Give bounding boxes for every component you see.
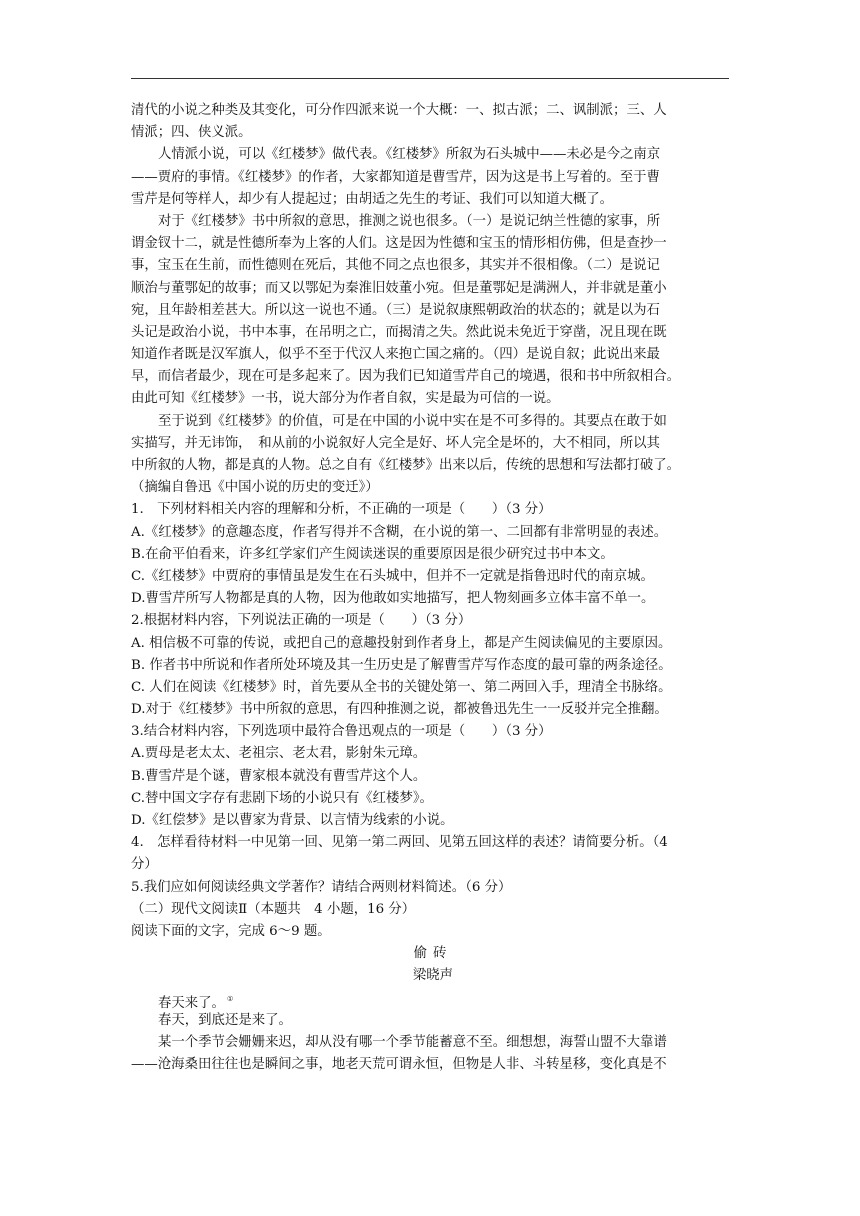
- section-instruction: 阅读下面的文字，完成 6～9 题。: [131, 923, 331, 939]
- text-line: 头记是政治小说，书中本事，在吊明之亡，而揭清之失。然此说未免近于穿凿，况且现在既: [131, 324, 667, 340]
- text-line: 事，宝玉在生前，而性德则在死后，其他不同之点也很多，其实并不很相像。（二）是说记: [131, 258, 660, 274]
- text-line: 清代的小说之种类及其变化，可分作四派来说一个大概：一、拟古派；二、讽制派；三、人: [131, 103, 667, 118]
- essay-line: 春天，到底还是来了。: [158, 1012, 292, 1028]
- text-line: 谓金钗十二，就是性德所奉为上客的人们。这是因为性德和宝玉的情形相仿佛，但是查抄一: [131, 236, 667, 252]
- text-line: 情派；四、侠义派。: [131, 125, 252, 141]
- question-2-option-d: D.对于《红楼梦》书中所叙的意思，有四种推测之说，都被鲁迅先生一一反驳并完全推翻。: [131, 702, 668, 718]
- text-line: 人情派小说，可以《红楼梦》做代表。《红楼梦》所叙为石头城中——未必是今之南京: [158, 147, 661, 163]
- text-line: 知道作者既是汉军旗人，似乎不至于代汉人来抱亡国之痛的。（四）是说自叙；此说出来最: [131, 347, 660, 363]
- question-1-option-c: C.《红楼梦》中贾府的事情虽是发生在石头城中，但并不一定就是指鲁迅时代的南京城。: [131, 568, 654, 584]
- question-4-cont: 分）: [131, 857, 158, 873]
- source-citation: （摘编自鲁迅《中国小说的历史的变迁》）: [131, 480, 379, 496]
- text-line: 宛，且年龄相差甚大。所以这一说也不通。（三）是说叙康熙朝政治的状态的；就是以为石: [131, 302, 660, 318]
- essay-line: 某一个季节会姗姗来迟，却从没有哪一个季节能蓄意不至。细想想，海誓山盟不大靠谱: [158, 1034, 667, 1050]
- question-3-option-c: C.替中国文字存有悲剧下场的小说只有《红楼梦》。: [131, 790, 433, 806]
- section-heading: （二）现代文阅读Ⅱ（本题共 4 小题，16 分）: [131, 901, 416, 917]
- essay-line: [131, 988, 735, 1010]
- text-line: 由此可知《红楼梦》一书，说大部分为作者自叙，实是最为可信的一说。: [131, 391, 560, 407]
- essay-author: 梁晓声: [412, 968, 454, 984]
- text-line: 至于说到《红楼梦》的价值，可是在中国的小说中实在是不可多得的。其要点在敢于如: [158, 413, 667, 429]
- question-1-option-d: D.曹雪芹所写人物都是真的人物，因为他敢如实地描写，把人物刻画多立体丰富不单一。: [131, 591, 655, 607]
- text-line: ——贾府的事情。《红楼梦》的作者，大家都知道是曹雪芹，因为这是书上写着的。至于曹: [131, 169, 660, 185]
- essay-line: ——沧海桑田往往也是瞬间之事，地老天荒可谓永恒，但物是人非、斗转星移，变化真是不: [131, 1057, 667, 1073]
- header-rule: [131, 78, 729, 79]
- essay-line-text: 春天来了。: [158, 995, 225, 1011]
- essay-title: 偷砖: [413, 946, 453, 962]
- document-body: [131, 100, 735, 1076]
- text-line: 中所叙的人物，都是真的人物。总之自有《红楼梦》出来以后，传统的思想和写法都打破了。: [131, 458, 681, 473]
- question-3-option-a: A.贾母是老太太、老祖宗、老太君，影射朱元璋。: [131, 746, 427, 762]
- question-1-option-b: B.在俞平伯看来，许多红学家们产生阅读迷误的重要原因是很少研究过书中本文。: [131, 546, 614, 562]
- question-1-option-a: A.《红楼梦》的意趣态度，作者写得并不含糊，在小说的第一、二回都有非常明显的表述。: [131, 524, 668, 540]
- footnote-mark: ①: [226, 994, 234, 1003]
- text-line: 顺治与董鄂妃的故事；而又以鄂妃为秦淮旧妓董小宛。但是董鄂妃是满洲人，并非就是董小: [131, 280, 667, 296]
- question-5: 5.我们应如何阅读经典文学著作？请结合两则材料简述。（6 分）: [131, 879, 512, 895]
- question-3-stem: 3.结合材料内容，下列选项中最符合鲁迅观点的一项是（ ）（3 分）: [131, 724, 552, 740]
- question-1-stem: 1. 下列材料相关内容的理解和分析，不正确的一项是（ ）（3 分）: [131, 502, 552, 518]
- question-3-option-b: B.曹雪芹是个谜，曹家根本就没有曹雪芹这个人。: [131, 768, 427, 784]
- text-line: 早，而信者最少，现在可是多起来了。因为我们已知道雪芹自己的境遇，很和书中所叙相合。: [131, 369, 681, 385]
- question-2-option-c: C. 人们在阅读《红楼梦》时，首先要从全书的关键处第一、第二两回入手，理清全书脉络。: [131, 679, 672, 695]
- question-3-option-d: D.《红偿梦》是以曹家为背景、以言情为线索的小说。: [131, 813, 454, 828]
- question-2-option-a: A. 相信极不可靠的传说，或把自己的意趣投射到作者身上，都是产生阅读偏见的主要原因。: [131, 635, 672, 651]
- text-line: 实描写，并无讳饰， 和从前的小说叙好人完全是好、坏人完全是坏的，大不相同，所以其: [131, 435, 660, 451]
- text-line: 对于《红楼梦》书中所叙的意思，推测之说也很多。（一）是说记纳兰性德的家事，所: [158, 213, 661, 229]
- question-2-stem: 2.根据材料内容，下列说法正确的一项是（ ）（3 分）: [131, 613, 472, 629]
- question-2-option-b: B. 作者书中所说和作者所处环境及其一生历史是了解曹雪芹写作态度的最可靠的两条途径。: [131, 657, 672, 673]
- text-line: 雪芹是何等样人，却少有人提起过；由胡适之先生的考证、我们可以知道大概了。: [131, 191, 614, 207]
- question-4: 4. 怎样看待材料一中见第一回、见第一第二两回、见第五回这样的表述？请简要分析。（4: [131, 835, 668, 851]
